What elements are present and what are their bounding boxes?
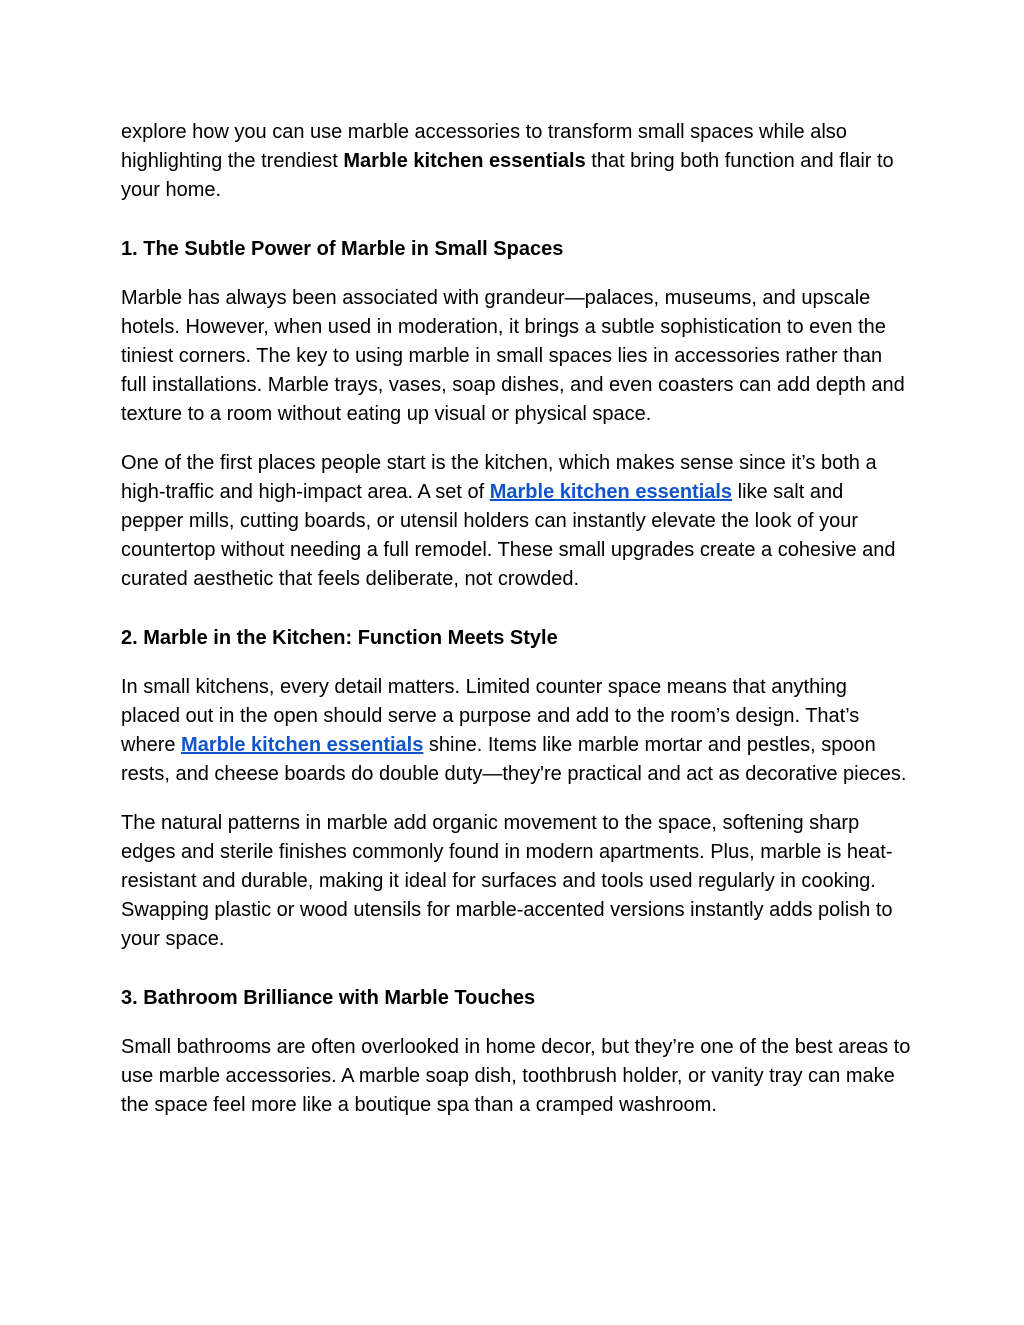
section2-paragraph-1 — [121, 673, 911, 789]
section2-p1-text-after: shine. Items like marble mortar and pestles, spoon rests, and cheese boards do double duty—they're practical and act as decorative pieces. — [121, 734, 907, 785]
intro-text-before: explore how you can use marble accessories to transform small spaces while also highlighting the trendiest — [121, 121, 847, 172]
section1-heading: 1. The Subtle Power of Marble in Small Spaces — [121, 238, 564, 260]
document-page — [121, 118, 911, 1140]
section1-p2-text-after: like salt and pepper mills, cutting boards, or utensil holders can instantly elevate the look of your countertop without needing a full remodel. These small upgrades create a cohesive and curated aesthetic that feels deliberate, not crowded. — [121, 481, 896, 590]
section2-p1-text-before: In small kitchens, every detail matters. Limited counter space means that anything placed out in the open should serve a purpose and add to the room’s design. That’s where — [121, 676, 860, 756]
section1-paragraph-1: Marble has always been associated with grandeur—palaces, museums, and upscale hotels. However, when used in moderation, it brings a subtle sophistication to even the tiniest corners. The key to using marble in small spaces lies in accessories rather than full installations. Marble trays, vases, soap dishes, and even coasters can add depth and texture to a room without eating up visual or physical space. — [121, 287, 905, 425]
section1-p2-text-before: One of the first places people start is the kitchen, which makes sense since it’s both a high-traffic and high-impact area. A set of — [121, 452, 877, 503]
intro-paragraph — [121, 118, 911, 205]
section1-paragraph-2 — [121, 449, 911, 594]
marble-kitchen-essentials-link[interactable]: Marble kitchen essentials — [489, 481, 733, 503]
intro-text-after: that bring both function and flair to your home. — [121, 150, 894, 201]
section3-paragraph-1: Small bathrooms are often overlooked in home decor, but they’re one of the best areas to use marble accessories. A marble soap dish, toothbrush holder, or vanity tray can make the space feel more like a boutique spa than a cramped washroom. — [121, 1036, 911, 1116]
marble-kitchen-essentials-link[interactable]: Marble kitchen essentials — [181, 734, 424, 756]
section2-heading: 2. Marble in the Kitchen: Function Meets Style — [121, 627, 558, 649]
section3-heading: 3. Bathroom Brilliance with Marble Touches — [121, 987, 536, 1009]
section2-paragraph-2: The natural patterns in marble add organic movement to the space, softening sharp edges and sterile finishes commonly found in modern apartments. Plus, marble is heat-resistant and durable, making it ideal for surfaces and tools used regularly in cooking. Swapping plastic or wood utensils for marble-accented versions instantly adds polish to your space. — [121, 812, 893, 950]
intro-bold-phrase: Marble kitchen essentials — [343, 150, 586, 172]
